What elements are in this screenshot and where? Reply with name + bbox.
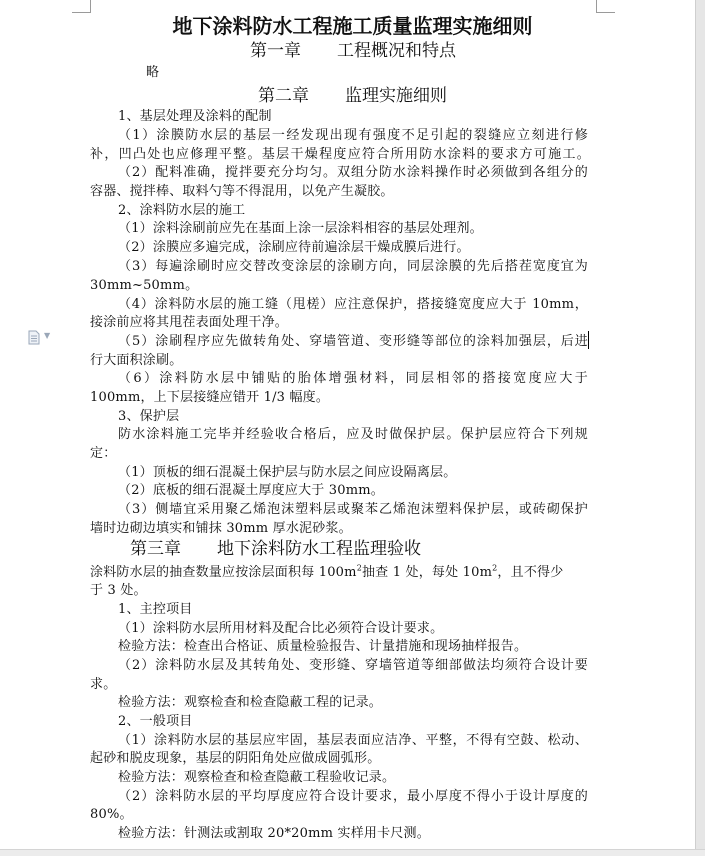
section-heading: 3、保护层 (118, 409, 180, 424)
document-icon[interactable] (28, 330, 40, 345)
paragraph-line: 检验方法：观察检查和检查隐蔽工程的记录。 (118, 695, 383, 710)
paragraph-line: （1）涂料防水层的基层应牢固，基层表面应洁净、平整，不得有空鼓、松动、 (118, 733, 588, 748)
paragraph-line: （3）每遍涂刷时应交替改变涂层的涂刷方向，同层涂膜的先后搭茬宽度宜为 (118, 259, 588, 274)
paragraph-line: 检验方法：观察检查和检查隐蔽工程验收记录。 (118, 770, 396, 785)
paragraph-line: （6）涂料防水层中铺贴的胎体增强材料，同层相邻的搭接宽度应大于 (118, 371, 588, 386)
vertical-scrollbar[interactable] (695, 0, 705, 856)
paragraph-line: 80%。 (90, 807, 133, 822)
page-bottom-edge (0, 849, 705, 856)
chapter-1-body: 略 (146, 65, 160, 80)
chapter-2-heading: 第二章 监理实施细则 (258, 86, 447, 106)
chapter-1-heading: 第一章 工程概况和特点 (250, 41, 456, 61)
section-heading: 1、基层处理及涂料的配制 (118, 109, 272, 124)
paragraph-line: （3）侧墙宜采用聚乙烯泡沫塑料层或聚苯乙烯泡沫塑料保护层，或砖砌保护 (118, 502, 588, 517)
paragraph-line: 定： (90, 446, 117, 461)
paragraph-line: 容器、搅拌棒、取料勺等不得混用，以免产生凝胶。 (90, 184, 394, 199)
paragraph-line: 接涂前应将其甩茬表面处理干净。 (90, 315, 289, 330)
chevron-down-icon[interactable]: ▼ (44, 331, 51, 340)
paragraph-line: 于 3 处。 (90, 583, 147, 598)
paragraph-line: （2）配料准确，搅拌要充分均匀。双组分防水涂料操作时必须做到各组分的 (118, 165, 588, 180)
paragraph-line: 100mm，上下层接缝应错开 1/3 幅度。 (90, 390, 330, 405)
paragraph-line: 墙时边砌边填实和铺抹 30mm 厚水泥砂浆。 (90, 521, 352, 536)
paragraph-line: （1）涂料防水层所用材料及配合比必须符合设计要求。 (118, 621, 444, 636)
paragraph-line: 检验方法：针测法或割取 20*20mm 实样用卡尺测。 (118, 826, 430, 841)
paragraph-line: 行大面积涂刷。 (90, 353, 183, 368)
paragraph-line: （5）涂刷程序应先做转角处、穿墙管道、变形缝等部位的涂料加强层，后进 (118, 334, 588, 349)
paragraph-line: （2）涂料防水层的平均厚度应符合设计要求，最小厚度不得小于设计厚度的 (118, 789, 588, 804)
paragraph-line: 检验方法：检查出合格证、质量检验报告、计量措施和现场抽样报告。 (118, 639, 528, 654)
paragraph-line: 30mm~50mm。 (90, 278, 199, 293)
paragraph-line: 防水涂料施工完毕并经验收合格后，应及时做保护层。保护层应符合下列规 (118, 427, 588, 442)
document-title: 地下涂料防水工程施工质量监理实施细则 (172, 14, 533, 38)
chapter-3-heading: 第三章 地下涂料防水工程监理验收 (130, 539, 421, 559)
text-cursor (588, 331, 589, 349)
paragraph-line: 求。 (90, 677, 117, 692)
paragraph-line: 起砂和脱皮现象，基层的阴阳角处应做成圆弧形。 (90, 751, 381, 766)
paragraph-line: （1）涂膜防水层的基层一经发现出现有强度不足引起的裂缝应立刻进行修 (118, 128, 588, 143)
section-heading: 2、一般项目 (118, 714, 193, 729)
paragraph-line: （4）涂料防水层的施工缝（甩槎）应注意保护，搭接缝宽度应大于 10mm， (118, 297, 588, 312)
section-heading: 2、涂料防水层的施工 (118, 203, 246, 218)
paragraph-line: （2）涂料防水层及其转角处、变形缝、穿墙管道等细部做法均须符合设计要 (118, 658, 588, 673)
section-heading: 1、主控项目 (118, 602, 193, 617)
paragraph-line: （2）底板的细石混凝土厚度应大于 30mm。 (118, 483, 384, 498)
paragraph-line: 涂料防水层的抽查数量应按涂层面积每 $100m^2$抽查 1 处，每处 $10m^2$，且不得少 (90, 563, 564, 580)
paragraph-line: （1）顶板的细石混凝土保护层与防水层之间应设隔离层。 (118, 465, 457, 480)
paragraph-line: （1）涂料涂刷前应先在基面上涂一层涂料相容的基层处理剂。 (118, 221, 483, 236)
paragraph-line: 补，凹凸处也应修理平整。基层干燥程度应符合所用防水涂料的要求方可施工。 (90, 147, 590, 162)
paragraph-line: （2）涂膜应多遍完成，涂刷应待前遍涂层干燥成膜后进行。 (118, 240, 470, 255)
